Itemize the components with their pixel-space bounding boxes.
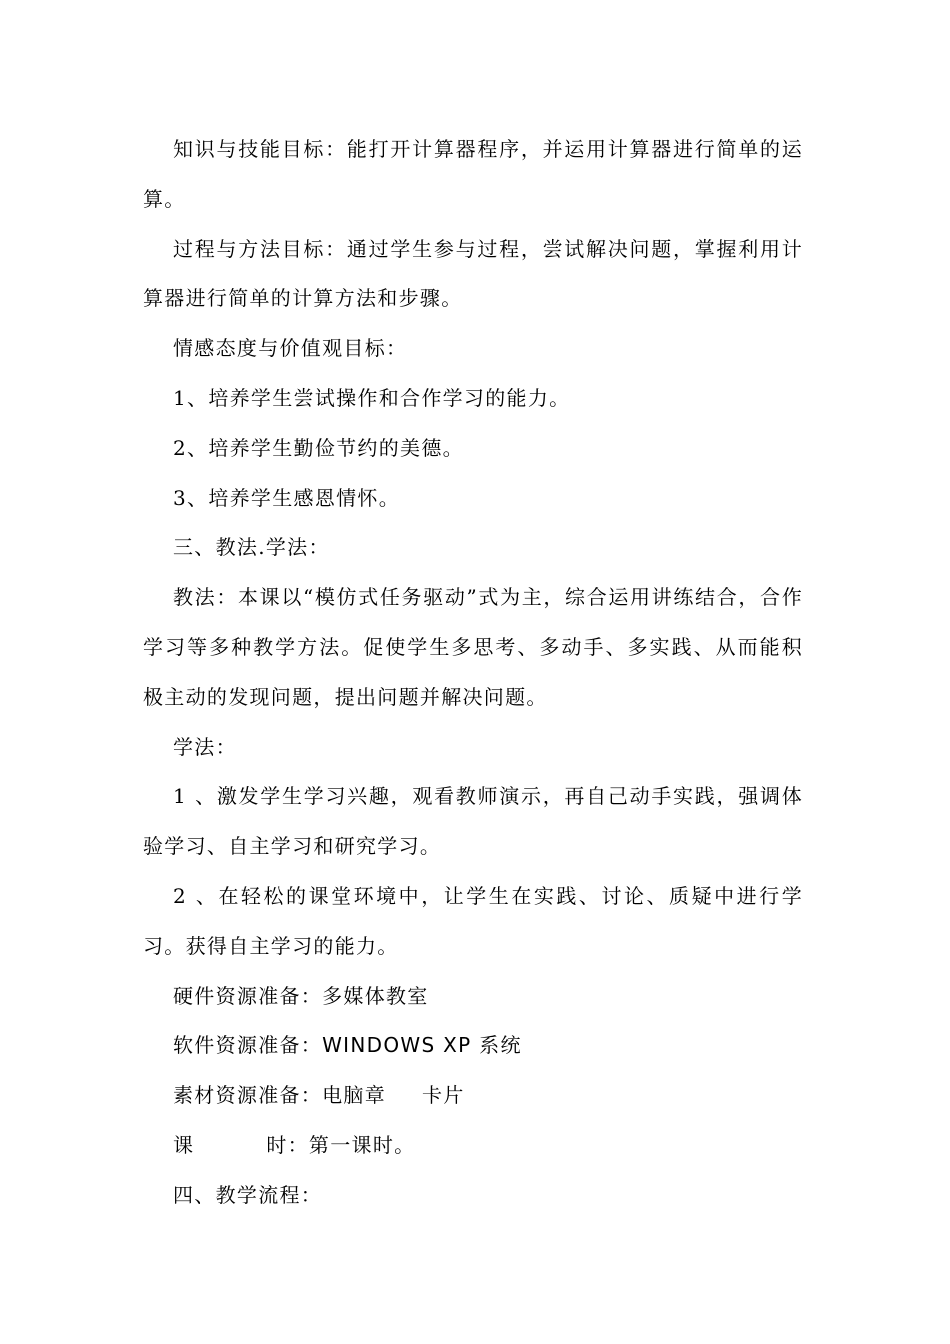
material-value-1: 电脑章 [322, 1083, 387, 1108]
goal-process: 过程与方法目标：通过学生参与过程，尝试解决问题，掌握利用计算器进行简单的计算方法和步骤。 [143, 236, 803, 311]
section-4-title: 四、教学流程： [173, 1182, 323, 1207]
lesson-label-2: 时： [266, 1132, 309, 1157]
hardware-resource [143, 972, 803, 1022]
lesson-hours [143, 1121, 803, 1171]
lesson-value: 第一课时。 [308, 1132, 416, 1157]
software-label: 软件资源准备： [173, 1033, 323, 1058]
hardware-value: 多媒体教室 [322, 983, 429, 1008]
goal-emotion-item-2: 2、培养学生勤俭节约的美德。 [173, 435, 464, 460]
document-page [143, 125, 803, 1221]
learning-method-title: 学法： [173, 734, 237, 759]
software-value-cn: 系统 [479, 1033, 522, 1058]
goal-emotion-item-3: 3、培养学生感恩情怀。 [173, 485, 401, 510]
software-value-latin: WINDOWS XP [322, 1033, 472, 1058]
lesson-label-1: 课 [173, 1132, 195, 1157]
teaching-method: 教法：本课以“模仿式任务驱动”式为主，综合运用讲练结合，合作学习等多种教学方法。促使学生多思考、多动手、多实践、从而能积极主动的发现问题，提出问题并解决问题。 [143, 585, 803, 709]
material-label: 素材资源准备： [173, 1083, 323, 1108]
learning-item-1: 1 、激发学生学习兴趣，观看教师演示，再自己动手实践，强调体验学习、自主学习和研究学习。 [143, 784, 803, 859]
material-resource [143, 1071, 803, 1121]
material-value-2: 卡片 [422, 1083, 465, 1108]
goal-knowledge: 知识与技能目标：能打开计算器程序，并运用计算器进行简单的运算。 [143, 137, 803, 211]
hardware-label: 硬件资源准备： [173, 983, 323, 1008]
learning-item-2: 2 、在轻松的课堂环境中，让学生在实践、讨论、质疑中进行学习。获得自主学习的能力。 [143, 883, 803, 958]
goal-emotion-title: 情感态度与价值观目标： [173, 336, 408, 361]
section-3-title: 三、教法.学法： [173, 535, 330, 560]
goal-emotion-item-1: 1、培养学生尝试操作和合作学习的能力。 [173, 385, 571, 410]
software-resource [143, 1021, 803, 1071]
